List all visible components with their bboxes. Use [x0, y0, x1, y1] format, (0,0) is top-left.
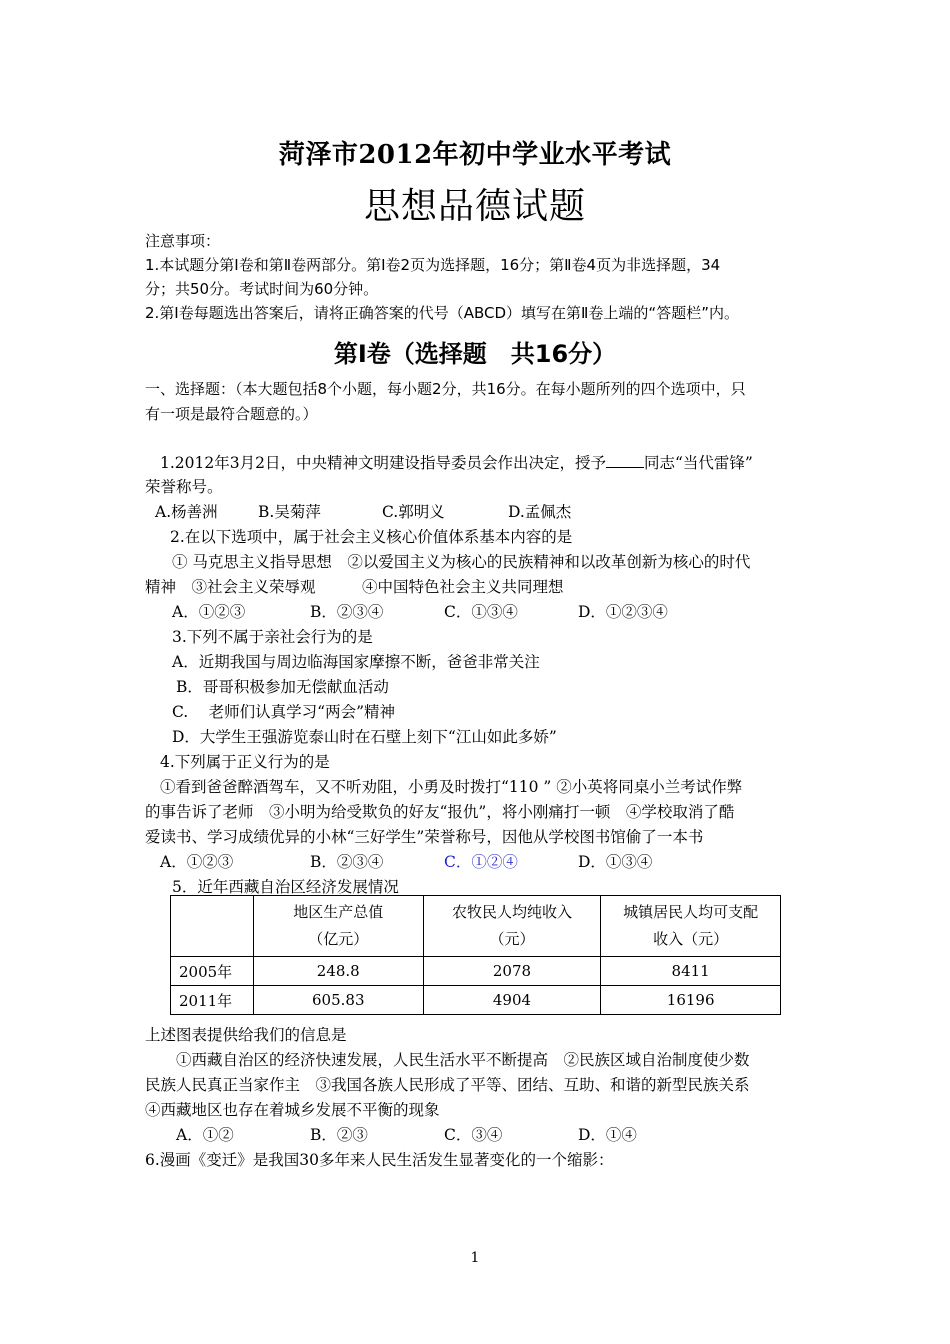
table-cell-urban: 8411: [601, 957, 781, 986]
q4-options: [160, 850, 652, 872]
exam-subject-title: 思想品德试题: [363, 186, 586, 227]
page-number: 1: [470, 1250, 480, 1266]
instructions-line-1: 一、选择题：（本大题包括8个小题，每小题2分，共16分。在每小题所列的四个选项中，只: [145, 380, 746, 398]
answer-blank: [606, 453, 644, 468]
q5-option-a: A．①②: [176, 1126, 234, 1144]
q4-option-c: C．①②④: [444, 853, 518, 871]
table-header-urban-line1: 城镇居民人均可支配: [623, 903, 759, 921]
q5-option-c: C．③④: [444, 1126, 503, 1144]
notes-line-3: 2.第Ⅰ卷每题选出答案后，请将正确答案的代号（ABCD）填写在第Ⅱ卷上端的“答题栏”内。: [145, 304, 739, 322]
exam-title: 菏泽市2012年初中学业水平考试: [278, 140, 672, 170]
q2-stem: 2.在以下选项中，属于社会主义核心价值体系基本内容的是: [170, 528, 573, 546]
table-header-row: [171, 896, 781, 957]
table-header-rural-line1: 农牧民人均纯收入: [451, 903, 572, 921]
q1-option-b: B.吴菊萍: [258, 503, 321, 521]
table-row: [171, 957, 781, 986]
q5-line-1: ①西藏自治区的经济快速发展，人民生活水平不断提高 ②民族区域自治制度使少数: [176, 1051, 750, 1069]
q1-option-a: A.杨善洲: [155, 503, 218, 521]
q6-stem: 6.漫画《变迁》是我国30多年来人民生活发生显著变化的一个缩影：: [145, 1151, 614, 1169]
table-row: [171, 986, 781, 1015]
q5-line-2: 民族人民真正当家作主 ③我国各族人民形成了平等、团结、互助、和谐的新型民族关系: [145, 1076, 750, 1094]
q2-option-c: C．①③④: [444, 603, 518, 621]
section-title: 第Ⅰ卷（选择题 共16分）: [333, 340, 617, 368]
q1-option-c: C.郭明义: [382, 503, 445, 521]
q1-options: [155, 500, 571, 522]
table-header-gdp-line2: （亿元）: [308, 930, 369, 948]
q3-option-d: D．大学生王强游览泰山时在石壁上刻下“江山如此多娇”: [172, 728, 557, 746]
table-header-rural: [423, 896, 601, 957]
table-cell-rural: 2078: [423, 957, 601, 986]
q4-stem: 4.下列属于正义行为的是: [160, 753, 330, 771]
table-cell-year: 2011年: [171, 986, 254, 1015]
q1-stem-end: 荣誉称号。: [145, 478, 223, 496]
table-header-gdp-line1: 地区生产总值: [293, 903, 384, 921]
table-cell-year: 2005年: [171, 957, 254, 986]
q3-option-b: B．哥哥积极参加无偿献血活动: [176, 678, 389, 696]
q5-option-b: B．②③: [310, 1126, 368, 1144]
q4-line-1: ①看到爸爸醉酒驾车，又不听劝阻，小勇及时拨打“110 ” ②小英将同桌小兰考试作弊: [160, 778, 743, 796]
q1-stem: [160, 451, 753, 473]
q2-line-2: 精神 ③社会主义荣辱观 ④中国特色社会主义共同理想: [145, 578, 564, 596]
economy-table: [170, 895, 781, 1015]
q5-after-table: 上述图表提供给我们的信息是: [145, 1026, 347, 1044]
q1-stem-part2: 同志“当代雷锋”: [643, 454, 753, 472]
notes-heading: 注意事项：: [145, 232, 221, 250]
table-cell-rural: 4904: [423, 986, 601, 1015]
instructions-line-2: 有一项是最符合题意的。）: [145, 405, 318, 423]
q5-stem: 5．近年西藏自治区经济发展情况: [172, 878, 399, 896]
q2-option-d: D．①②③④: [578, 603, 668, 621]
q4-line-2: 的事告诉了老师 ③小明为给受欺负的好友“报仇”，将小刚痛打一顿 ④学校取消了酷: [145, 803, 735, 821]
q5-options: [176, 1123, 637, 1145]
q2-option-b: B．②③④: [310, 603, 384, 621]
q3-option-c: C. 老师们认真学习“两会”精神: [172, 703, 396, 721]
q4-option-b: B．②③④: [310, 853, 384, 871]
table-header-empty: [171, 896, 254, 957]
q2-option-a: A．①②③: [172, 603, 246, 621]
notes-line-1: 1.本试题分第Ⅰ卷和第Ⅱ卷两部分。第Ⅰ卷2页为选择题，16分；第Ⅱ卷4页为非选择题，34: [145, 256, 721, 274]
q1-stem-part1: 1.2012年3月2日，中央精神文明建设指导委员会作出决定，授予: [160, 454, 606, 472]
table-header-urban-line2: 收入（元）: [653, 930, 729, 948]
table-header-gdp: [253, 896, 423, 957]
q3-option-a: A．近期我国与周边临海国家摩擦不断，爸爸非常关注: [172, 653, 540, 671]
table-cell-gdp: 605.83: [253, 986, 423, 1015]
q2-options: [172, 600, 668, 622]
table-header-urban: [601, 896, 781, 957]
q5-option-d: D．①④: [578, 1126, 637, 1144]
table-cell-urban: 16196: [601, 986, 781, 1015]
q3-stem: 3.下列不属于亲社会行为的是: [172, 628, 373, 646]
table-cell-gdp: 248.8: [253, 957, 423, 986]
q4-line-3: 爱读书、学习成绩优异的小林“三好学生”荣誉称号，因他从学校图书馆偷了一本书: [145, 828, 704, 846]
q2-line-1: ① 马克思主义指导思想 ②以爱国主义为核心的民族精神和以改革创新为核心的时代: [172, 553, 751, 571]
q4-option-a: A．①②③: [160, 853, 234, 871]
q5-line-3: ④西藏地区也存在着城乡发展不平衡的现象: [145, 1101, 440, 1119]
notes-line-2: 分；共50分。考试时间为60分钟。: [145, 280, 379, 298]
q4-option-d: D．①③④: [578, 853, 653, 871]
q1-option-d: D.孟佩杰: [508, 503, 572, 521]
table-header-rural-line2: （元）: [489, 930, 535, 948]
